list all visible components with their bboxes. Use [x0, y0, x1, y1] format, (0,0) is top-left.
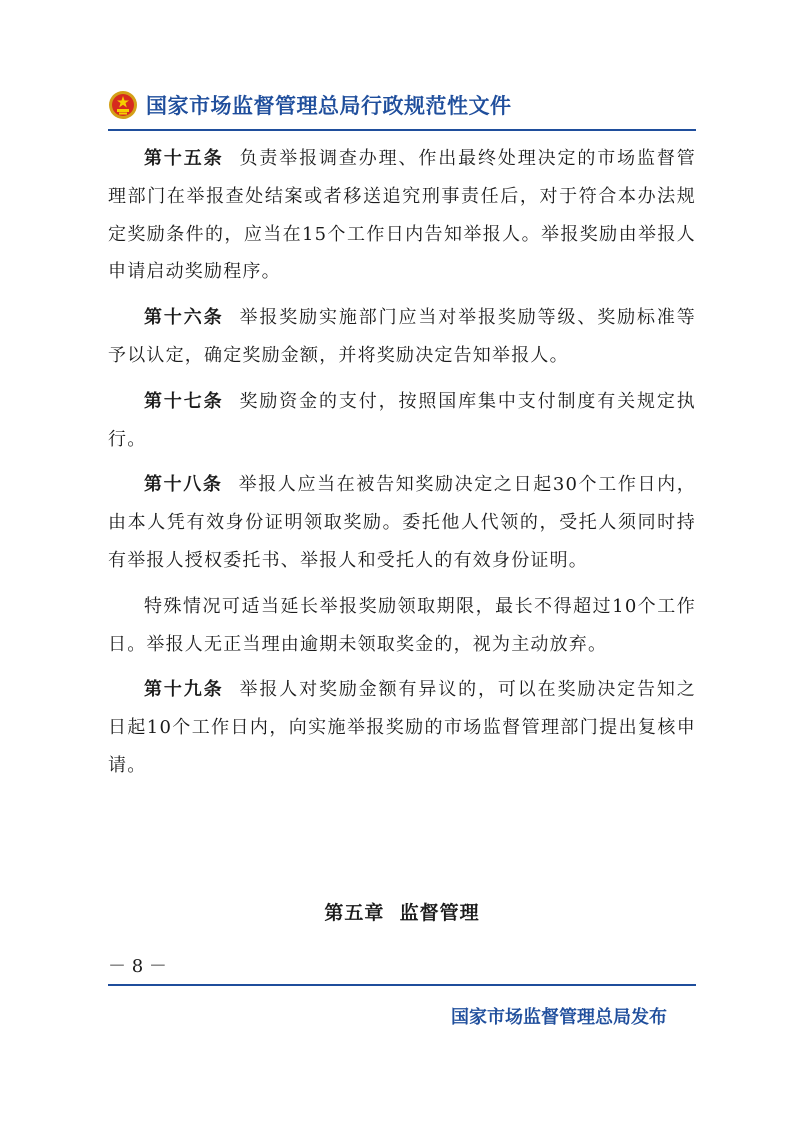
paragraph-special-case: [108, 588, 696, 664]
article-text: 负责举报调查办理、作出最终处理决定的市场监督管理部门在举报查处结案或者移送追究刑事责任后，对于符合本办法规定奖励条件的，应当在15个工作日内告知举报人。举报奖励由举报人申请启动奖励程序。: [108, 148, 696, 283]
footer-publisher: 国家市场监督管理总局发布: [451, 1007, 667, 1028]
chapter-heading: 第五章 监督管理: [324, 902, 480, 924]
paragraph-text: 特殊情况可适当延长举报奖励领取期限，最长不得超过10个工作日。举报人无正当理由逾期未领取奖金的，视为主动放弃。: [108, 595, 696, 655]
article-number: 第十九条: [144, 679, 224, 701]
page-number: － 8 －: [108, 956, 167, 977]
header-divider: [108, 129, 696, 131]
article-text: 举报人应当在被告知奖励决定之日起30个工作日内，由本人凭有效身份证明领取奖励。委托他人代领的，受托人须同时持有举报人授权委托书、举报人和受托人的有效身份证明。: [108, 474, 696, 571]
article-number: 第十七条: [144, 390, 224, 412]
article-number: 第十五条: [144, 148, 224, 169]
paragraph-article-15: [108, 140, 696, 291]
footer-divider: [108, 984, 696, 986]
article-number: 第十六条: [144, 307, 224, 329]
document-header: [108, 84, 696, 126]
article-number: 第十八条: [144, 474, 223, 496]
paragraph-article-19: [108, 671, 696, 784]
national-emblem-icon: [108, 90, 138, 120]
paragraph-article-16: [108, 299, 696, 375]
article-text: 奖励资金的支付，按照国库集中支付制度有关规定执行。: [108, 390, 696, 450]
header-title: 国家市场监督管理总局行政规范性文件: [146, 94, 512, 118]
article-text: 举报人对奖励金额有异议的，可以在奖励决定告知之日起10个工作日内，向实施举报奖励的市场监督管理部门提出复核申请。: [108, 679, 696, 776]
document-body: [108, 140, 696, 793]
paragraph-article-18: [108, 466, 696, 579]
paragraph-article-17: [108, 383, 696, 459]
article-text: 举报奖励实施部门应当对举报奖励等级、奖励标准等予以认定，确定奖励金额，并将奖励决定告知举报人。: [108, 307, 696, 366]
